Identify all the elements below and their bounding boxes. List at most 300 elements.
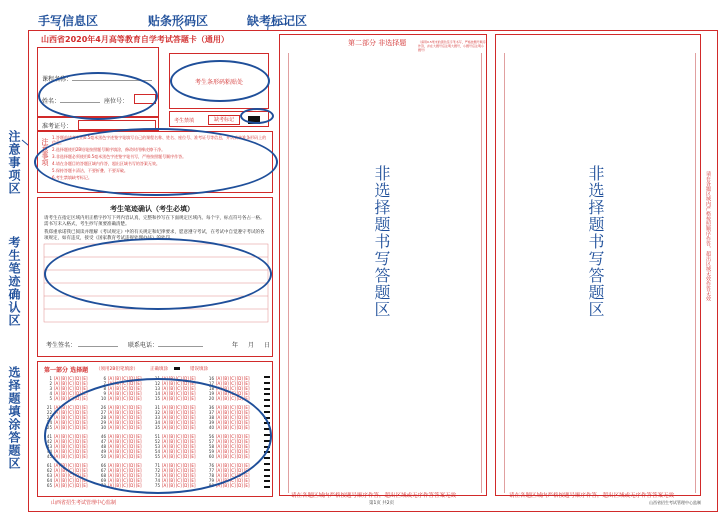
mc-option-bubble[interactable]: [B] bbox=[60, 415, 67, 420]
mc-option-bubble[interactable]: [E] bbox=[189, 483, 196, 488]
mc-option-bubble[interactable]: [B] bbox=[60, 468, 67, 473]
mc-option-bubble[interactable]: [C] bbox=[67, 468, 74, 473]
mc-option-bubble[interactable]: [D] bbox=[74, 478, 81, 483]
mc-option-bubble[interactable]: [C] bbox=[175, 420, 182, 425]
mc-option-bubble[interactable]: [D] bbox=[182, 439, 189, 444]
mc-option-bubble[interactable]: [E] bbox=[243, 391, 250, 396]
mc-option-bubble[interactable]: [A] bbox=[162, 468, 168, 473]
mc-option-bubble[interactable]: [D] bbox=[182, 415, 189, 420]
mc-option-bubble[interactable]: [C] bbox=[229, 420, 236, 425]
mc-option-bubble[interactable]: [A] bbox=[162, 483, 168, 488]
mc-option-bubble[interactable]: [A] bbox=[108, 381, 114, 386]
mc-option-bubble[interactable]: [A] bbox=[108, 405, 114, 410]
mc-option-bubble[interactable]: [E] bbox=[135, 396, 142, 401]
mc-option-bubble[interactable]: [B] bbox=[222, 405, 229, 410]
mc-option-bubble[interactable]: [C] bbox=[175, 454, 182, 459]
mc-option-bubble[interactable]: [C] bbox=[229, 434, 236, 439]
mc-option-bubble[interactable]: [C] bbox=[67, 405, 74, 410]
mc-option-bubble[interactable]: [D] bbox=[74, 396, 81, 401]
mc-option-bubble[interactable]: [A] bbox=[216, 386, 222, 391]
mc-option-bubble[interactable]: [D] bbox=[182, 391, 189, 396]
mc-option-bubble[interactable]: [D] bbox=[182, 376, 189, 381]
mc-option-bubble[interactable]: [E] bbox=[135, 425, 142, 430]
mc-option-bubble[interactable]: [B] bbox=[222, 396, 229, 401]
mc-option-bubble[interactable]: [C] bbox=[175, 449, 182, 454]
mc-option-bubble[interactable]: [C] bbox=[229, 396, 236, 401]
mc-option-bubble[interactable]: [D] bbox=[74, 449, 81, 454]
mc-option-bubble[interactable]: [A] bbox=[162, 454, 168, 459]
mc-option-bubble[interactable]: [D] bbox=[128, 405, 135, 410]
mc-option-bubble[interactable]: [B] bbox=[168, 405, 175, 410]
mc-option-bubble[interactable]: [B] bbox=[222, 410, 229, 415]
mc-option-bubble[interactable]: [E] bbox=[135, 386, 142, 391]
mc-option-bubble[interactable]: [E] bbox=[189, 444, 196, 449]
mc-option-bubble[interactable]: [D] bbox=[74, 410, 81, 415]
mc-option-bubble[interactable]: [E] bbox=[243, 396, 250, 401]
mc-option-bubble[interactable]: [B] bbox=[222, 473, 229, 478]
mc-option-bubble[interactable]: [D] bbox=[128, 478, 135, 483]
mc-option-bubble[interactable]: [A] bbox=[108, 415, 114, 420]
mc-option-bubble[interactable]: [A] bbox=[216, 463, 222, 468]
mc-option-bubble[interactable]: [E] bbox=[243, 386, 250, 391]
mc-option-bubble[interactable]: [B] bbox=[222, 439, 229, 444]
mc-option-bubble[interactable]: [B] bbox=[168, 468, 175, 473]
mc-option-bubble[interactable]: [E] bbox=[189, 381, 196, 386]
mc-option-bubble[interactable]: [D] bbox=[128, 425, 135, 430]
mc-option-bubble[interactable]: [B] bbox=[60, 478, 67, 483]
mc-option-bubble[interactable]: [C] bbox=[67, 420, 74, 425]
mc-option-bubble[interactable]: [A] bbox=[54, 444, 60, 449]
mc-option-bubble[interactable]: [B] bbox=[114, 376, 121, 381]
mc-option-bubble[interactable]: [C] bbox=[229, 444, 236, 449]
mc-option-bubble[interactable]: [D] bbox=[74, 386, 81, 391]
mc-option-bubble[interactable]: [A] bbox=[54, 449, 60, 454]
mc-option-bubble[interactable]: [D] bbox=[236, 386, 243, 391]
mc-option-bubble[interactable]: [A] bbox=[216, 454, 222, 459]
mc-option-bubble[interactable]: [C] bbox=[175, 391, 182, 396]
mc-option-bubble[interactable]: [A] bbox=[54, 420, 60, 425]
mc-option-bubble[interactable]: [E] bbox=[243, 405, 250, 410]
mc-option-bubble[interactable]: [A] bbox=[162, 396, 168, 401]
mc-option-bubble[interactable]: [E] bbox=[81, 473, 88, 478]
mc-option-bubble[interactable]: [B] bbox=[114, 454, 121, 459]
mc-option-bubble[interactable]: [C] bbox=[175, 463, 182, 468]
mc-option-bubble[interactable]: [B] bbox=[114, 468, 121, 473]
mc-option-bubble[interactable]: [B] bbox=[222, 381, 229, 386]
mc-option-bubble[interactable]: [A] bbox=[108, 376, 114, 381]
mc-option-bubble[interactable]: [A] bbox=[216, 415, 222, 420]
mc-option-bubble[interactable]: [E] bbox=[135, 449, 142, 454]
mc-option-bubble[interactable]: [A] bbox=[216, 381, 222, 386]
mc-option-bubble[interactable]: [D] bbox=[236, 463, 243, 468]
mc-option-bubble[interactable]: [B] bbox=[168, 415, 175, 420]
mc-option-bubble[interactable]: [C] bbox=[121, 376, 128, 381]
mc-option-bubble[interactable]: [B] bbox=[114, 405, 121, 410]
mc-option-bubble[interactable]: [B] bbox=[222, 425, 229, 430]
mc-option-bubble[interactable]: [D] bbox=[182, 463, 189, 468]
mc-option-bubble[interactable]: [D] bbox=[74, 463, 81, 468]
mc-option-bubble[interactable]: [C] bbox=[175, 444, 182, 449]
mc-option-bubble[interactable]: [D] bbox=[74, 405, 81, 410]
mc-option-bubble[interactable]: [C] bbox=[121, 420, 128, 425]
mc-option-bubble[interactable]: [D] bbox=[128, 420, 135, 425]
mc-option-bubble[interactable]: [A] bbox=[216, 449, 222, 454]
mc-option-bubble[interactable]: [E] bbox=[81, 405, 88, 410]
mc-option-bubble[interactable]: [B] bbox=[60, 405, 67, 410]
mc-option-bubble[interactable]: [B] bbox=[168, 396, 175, 401]
mc-option-bubble[interactable]: [A] bbox=[108, 468, 114, 473]
mc-option-bubble[interactable]: [C] bbox=[121, 396, 128, 401]
mc-option-bubble[interactable]: [D] bbox=[128, 415, 135, 420]
mc-option-bubble[interactable]: [C] bbox=[121, 434, 128, 439]
mc-option-bubble[interactable]: [B] bbox=[60, 439, 67, 444]
mc-option-bubble[interactable]: [E] bbox=[135, 420, 142, 425]
mc-option-bubble[interactable]: [A] bbox=[108, 483, 114, 488]
mc-option-bubble[interactable]: [D] bbox=[74, 376, 81, 381]
mc-option-bubble[interactable]: [C] bbox=[175, 478, 182, 483]
mc-option-bubble[interactable]: [B] bbox=[222, 376, 229, 381]
mc-option-bubble[interactable]: [D] bbox=[236, 425, 243, 430]
mc-option-bubble[interactable]: [E] bbox=[81, 415, 88, 420]
mc-option-bubble[interactable]: [C] bbox=[175, 468, 182, 473]
mc-option-bubble[interactable]: [B] bbox=[222, 415, 229, 420]
mc-option-bubble[interactable]: [B] bbox=[114, 434, 121, 439]
mc-option-bubble[interactable]: [A] bbox=[54, 386, 60, 391]
mc-option-bubble[interactable]: [D] bbox=[236, 473, 243, 478]
mc-option-bubble[interactable]: [E] bbox=[81, 410, 88, 415]
mc-option-bubble[interactable]: [C] bbox=[67, 381, 74, 386]
mc-option-bubble[interactable]: [E] bbox=[81, 434, 88, 439]
mc-option-bubble[interactable]: [C] bbox=[121, 405, 128, 410]
mc-option-bubble[interactable]: [B] bbox=[222, 386, 229, 391]
mc-option-bubble[interactable]: [C] bbox=[229, 463, 236, 468]
mc-option-bubble[interactable]: [C] bbox=[121, 473, 128, 478]
mc-option-bubble[interactable]: [E] bbox=[135, 454, 142, 459]
mc-option-bubble[interactable]: [B] bbox=[60, 386, 67, 391]
mc-option-bubble[interactable]: [C] bbox=[121, 439, 128, 444]
mc-option-bubble[interactable]: [C] bbox=[229, 415, 236, 420]
mc-option-bubble[interactable]: [A] bbox=[108, 449, 114, 454]
mc-option-bubble[interactable]: [A] bbox=[54, 425, 60, 430]
mc-option-bubble[interactable]: [C] bbox=[175, 410, 182, 415]
mc-option-bubble[interactable]: [D] bbox=[128, 376, 135, 381]
mc-option-bubble[interactable]: [D] bbox=[128, 434, 135, 439]
mc-option-bubble[interactable]: [C] bbox=[67, 376, 74, 381]
mc-option-bubble[interactable]: [B] bbox=[168, 449, 175, 454]
mc-option-bubble[interactable]: [C] bbox=[175, 386, 182, 391]
mc-option-bubble[interactable]: [A] bbox=[216, 478, 222, 483]
mc-option-bubble[interactable]: [C] bbox=[229, 468, 236, 473]
mc-option-bubble[interactable]: [C] bbox=[121, 444, 128, 449]
mc-option-bubble[interactable]: [C] bbox=[121, 415, 128, 420]
mc-option-bubble[interactable]: [D] bbox=[236, 381, 243, 386]
mc-option-bubble[interactable]: [B] bbox=[168, 420, 175, 425]
mc-option-bubble[interactable]: [D] bbox=[128, 396, 135, 401]
mc-option-bubble[interactable]: [D] bbox=[74, 473, 81, 478]
mc-option-bubble[interactable]: [B] bbox=[222, 444, 229, 449]
mc-option-bubble[interactable]: [A] bbox=[54, 463, 60, 468]
mc-option-bubble[interactable]: [C] bbox=[175, 415, 182, 420]
mc-option-bubble[interactable]: [D] bbox=[182, 444, 189, 449]
mc-option-bubble[interactable]: [A] bbox=[216, 425, 222, 430]
mc-option-bubble[interactable]: [E] bbox=[243, 473, 250, 478]
mc-option-bubble[interactable]: [A] bbox=[54, 381, 60, 386]
mc-option-bubble[interactable]: [E] bbox=[189, 473, 196, 478]
mc-option-bubble[interactable]: [B] bbox=[114, 449, 121, 454]
mc-option-bubble[interactable]: [D] bbox=[182, 425, 189, 430]
mc-option-bubble[interactable]: [A] bbox=[216, 410, 222, 415]
mc-option-bubble[interactable]: [D] bbox=[236, 391, 243, 396]
mc-option-bubble[interactable]: [C] bbox=[229, 483, 236, 488]
mc-option-bubble[interactable]: [A] bbox=[54, 391, 60, 396]
mc-option-bubble[interactable]: [D] bbox=[128, 439, 135, 444]
mc-option-bubble[interactable]: [B] bbox=[114, 439, 121, 444]
mc-option-bubble[interactable]: [B] bbox=[168, 483, 175, 488]
mc-option-bubble[interactable]: [E] bbox=[135, 410, 142, 415]
mc-option-bubble[interactable]: [A] bbox=[216, 468, 222, 473]
mc-option-bubble[interactable]: [D] bbox=[182, 478, 189, 483]
mc-option-bubble[interactable]: [A] bbox=[162, 405, 168, 410]
mc-option-bubble[interactable]: [B] bbox=[222, 454, 229, 459]
mc-option-bubble[interactable]: [B] bbox=[60, 454, 67, 459]
essay-panel-1[interactable] bbox=[279, 34, 487, 496]
mc-option-bubble[interactable]: [B] bbox=[168, 439, 175, 444]
mc-option-bubble[interactable]: [C] bbox=[67, 386, 74, 391]
mc-option-bubble[interactable]: [B] bbox=[60, 449, 67, 454]
mc-option-bubble[interactable]: [E] bbox=[135, 381, 142, 386]
mc-option-bubble[interactable]: [E] bbox=[81, 478, 88, 483]
mc-option-bubble[interactable]: [D] bbox=[236, 396, 243, 401]
mc-option-bubble[interactable]: [D] bbox=[182, 381, 189, 386]
mc-option-bubble[interactable]: [A] bbox=[216, 439, 222, 444]
mc-option-bubble[interactable]: [C] bbox=[229, 391, 236, 396]
mc-option-bubble[interactable]: [C] bbox=[229, 386, 236, 391]
mc-option-bubble[interactable]: [A] bbox=[162, 478, 168, 483]
mc-option-bubble[interactable]: [E] bbox=[189, 468, 196, 473]
mc-option-bubble[interactable]: [E] bbox=[81, 439, 88, 444]
mc-option-bubble[interactable]: [D] bbox=[128, 410, 135, 415]
mc-option-bubble[interactable]: [B] bbox=[114, 420, 121, 425]
mc-option-bubble[interactable]: [C] bbox=[175, 396, 182, 401]
mc-option-bubble[interactable]: [D] bbox=[236, 405, 243, 410]
mc-option-bubble[interactable]: [B] bbox=[222, 483, 229, 488]
mc-option-bubble[interactable]: [E] bbox=[243, 463, 250, 468]
mc-option-bubble[interactable]: [C] bbox=[121, 425, 128, 430]
mc-option-bubble[interactable]: [E] bbox=[189, 478, 196, 483]
mc-option-bubble[interactable]: [B] bbox=[60, 420, 67, 425]
mc-option-bubble[interactable]: [D] bbox=[182, 410, 189, 415]
mc-option-bubble[interactable]: [E] bbox=[135, 405, 142, 410]
mc-option-bubble[interactable]: [E] bbox=[189, 439, 196, 444]
mc-option-bubble[interactable]: [D] bbox=[74, 415, 81, 420]
mc-option-bubble[interactable]: [A] bbox=[108, 478, 114, 483]
mc-option-bubble[interactable]: [C] bbox=[121, 449, 128, 454]
mc-option-bubble[interactable]: [B] bbox=[168, 463, 175, 468]
mc-option-bubble[interactable]: [D] bbox=[236, 449, 243, 454]
mc-option-bubble[interactable]: [B] bbox=[168, 386, 175, 391]
mc-option-bubble[interactable]: [D] bbox=[182, 420, 189, 425]
mc-option-bubble[interactable]: [A] bbox=[54, 483, 60, 488]
mc-option-bubble[interactable]: [B] bbox=[114, 473, 121, 478]
mc-option-bubble[interactable]: [A] bbox=[54, 376, 60, 381]
mc-option-bubble[interactable]: [C] bbox=[175, 405, 182, 410]
mc-option-bubble[interactable]: [E] bbox=[243, 444, 250, 449]
mc-option-bubble[interactable]: [C] bbox=[175, 439, 182, 444]
mc-option-bubble[interactable]: [E] bbox=[189, 425, 196, 430]
mc-option-bubble[interactable]: [B] bbox=[168, 381, 175, 386]
mc-option-bubble[interactable]: [D] bbox=[128, 444, 135, 449]
mc-option-bubble[interactable]: [A] bbox=[54, 405, 60, 410]
mc-option-bubble[interactable]: [A] bbox=[216, 376, 222, 381]
mc-option-bubble[interactable]: [B] bbox=[60, 410, 67, 415]
mc-option-bubble[interactable]: [B] bbox=[168, 425, 175, 430]
mc-option-bubble[interactable]: [B] bbox=[60, 425, 67, 430]
mc-option-bubble[interactable]: [E] bbox=[135, 434, 142, 439]
mc-option-bubble[interactable]: [D] bbox=[128, 386, 135, 391]
mc-option-bubble[interactable]: [E] bbox=[135, 415, 142, 420]
mc-option-bubble[interactable]: [B] bbox=[114, 381, 121, 386]
mc-option-bubble[interactable]: [C] bbox=[121, 468, 128, 473]
mc-option-bubble[interactable]: [D] bbox=[236, 454, 243, 459]
mc-option-bubble[interactable]: [A] bbox=[54, 439, 60, 444]
mc-option-bubble[interactable]: [C] bbox=[121, 463, 128, 468]
mc-option-bubble[interactable]: [D] bbox=[182, 454, 189, 459]
mc-option-bubble[interactable]: [D] bbox=[182, 386, 189, 391]
mc-option-bubble[interactable]: [B] bbox=[60, 434, 67, 439]
mc-option-bubble[interactable]: [D] bbox=[236, 415, 243, 420]
mc-option-bubble[interactable]: [C] bbox=[175, 376, 182, 381]
mc-option-bubble[interactable]: [D] bbox=[128, 381, 135, 386]
mc-option-bubble[interactable]: [D] bbox=[182, 473, 189, 478]
mc-option-bubble[interactable]: [C] bbox=[175, 425, 182, 430]
mc-option-bubble[interactable]: [A] bbox=[162, 420, 168, 425]
mc-option-bubble[interactable]: [E] bbox=[243, 420, 250, 425]
mc-option-bubble[interactable]: [E] bbox=[243, 478, 250, 483]
mc-option-bubble[interactable]: [A] bbox=[54, 415, 60, 420]
mc-option-bubble[interactable]: [B] bbox=[168, 478, 175, 483]
mc-option-bubble[interactable]: [C] bbox=[67, 439, 74, 444]
mc-option-bubble[interactable]: [C] bbox=[67, 391, 74, 396]
mc-option-bubble[interactable]: [A] bbox=[162, 434, 168, 439]
mc-option-bubble[interactable]: [A] bbox=[108, 454, 114, 459]
mc-option-bubble[interactable]: [E] bbox=[189, 376, 196, 381]
mc-option-bubble[interactable]: [B] bbox=[114, 410, 121, 415]
mc-option-bubble[interactable]: [D] bbox=[182, 405, 189, 410]
mc-option-bubble[interactable]: [E] bbox=[243, 439, 250, 444]
mc-option-bubble[interactable]: [A] bbox=[54, 454, 60, 459]
mc-option-bubble[interactable]: [B] bbox=[222, 468, 229, 473]
mc-option-bubble[interactable]: [C] bbox=[67, 396, 74, 401]
mc-option-bubble[interactable]: [D] bbox=[236, 376, 243, 381]
mc-option-bubble[interactable]: [A] bbox=[162, 415, 168, 420]
mc-option-bubble[interactable]: [C] bbox=[229, 381, 236, 386]
mc-option-bubble[interactable]: [C] bbox=[67, 410, 74, 415]
mc-option-bubble[interactable]: [E] bbox=[189, 405, 196, 410]
mc-option-bubble[interactable]: [B] bbox=[168, 391, 175, 396]
mc-option-bubble[interactable]: [A] bbox=[162, 381, 168, 386]
mc-option-bubble[interactable]: [C] bbox=[121, 386, 128, 391]
mc-option-bubble[interactable]: [D] bbox=[128, 391, 135, 396]
mc-option-bubble[interactable]: [D] bbox=[128, 449, 135, 454]
mc-option-bubble[interactable]: [E] bbox=[81, 463, 88, 468]
mc-option-bubble[interactable]: [A] bbox=[216, 434, 222, 439]
mc-option-bubble[interactable]: [D] bbox=[128, 468, 135, 473]
mc-option-bubble[interactable]: [A] bbox=[162, 449, 168, 454]
mc-option-bubble[interactable]: [E] bbox=[81, 391, 88, 396]
mc-option-bubble[interactable]: [A] bbox=[108, 463, 114, 468]
mc-option-bubble[interactable]: [C] bbox=[67, 473, 74, 478]
mc-option-bubble[interactable]: [E] bbox=[135, 468, 142, 473]
mc-option-bubble[interactable]: [C] bbox=[229, 410, 236, 415]
mc-option-bubble[interactable]: [A] bbox=[162, 463, 168, 468]
mc-option-bubble[interactable]: [C] bbox=[229, 439, 236, 444]
mc-option-bubble[interactable]: [D] bbox=[74, 444, 81, 449]
mc-option-bubble[interactable]: [B] bbox=[60, 376, 67, 381]
mc-option-bubble[interactable]: [B] bbox=[114, 478, 121, 483]
mc-option-bubble[interactable]: [E] bbox=[243, 468, 250, 473]
mc-option-bubble[interactable]: [D] bbox=[236, 483, 243, 488]
mc-option-bubble[interactable]: [E] bbox=[81, 444, 88, 449]
mc-option-bubble[interactable]: [B] bbox=[114, 463, 121, 468]
mc-option-bubble[interactable]: [C] bbox=[67, 463, 74, 468]
mc-option-bubble[interactable]: [B] bbox=[168, 434, 175, 439]
mc-option-bubble[interactable]: [D] bbox=[182, 468, 189, 473]
mc-option-bubble[interactable]: [D] bbox=[182, 434, 189, 439]
mc-option-bubble[interactable]: [D] bbox=[74, 425, 81, 430]
mc-option-bubble[interactable]: [D] bbox=[182, 396, 189, 401]
mc-option-bubble[interactable]: [B] bbox=[168, 473, 175, 478]
mc-option-bubble[interactable]: [C] bbox=[175, 381, 182, 386]
mc-option-bubble[interactable]: [E] bbox=[135, 483, 142, 488]
mc-option-bubble[interactable]: [E] bbox=[243, 415, 250, 420]
mc-option-bubble[interactable]: [C] bbox=[121, 483, 128, 488]
mc-option-bubble[interactable]: [A] bbox=[216, 420, 222, 425]
mc-option-bubble[interactable]: [D] bbox=[236, 420, 243, 425]
mc-option-bubble[interactable]: [E] bbox=[135, 391, 142, 396]
mc-option-bubble[interactable]: [B] bbox=[60, 381, 67, 386]
mc-option-bubble[interactable]: [C] bbox=[67, 478, 74, 483]
mc-option-bubble[interactable]: [E] bbox=[81, 420, 88, 425]
mc-option-bubble[interactable]: [A] bbox=[162, 386, 168, 391]
mc-option-bubble[interactable]: [E] bbox=[243, 410, 250, 415]
mc-option-bubble[interactable]: [E] bbox=[81, 381, 88, 386]
mc-option-bubble[interactable]: [A] bbox=[54, 434, 60, 439]
mc-option-bubble[interactable]: [B] bbox=[222, 434, 229, 439]
mc-option-bubble[interactable]: [E] bbox=[81, 449, 88, 454]
mc-option-bubble[interactable]: [B] bbox=[114, 425, 121, 430]
mc-option-bubble[interactable]: [C] bbox=[121, 381, 128, 386]
mc-option-bubble[interactable]: [A] bbox=[162, 444, 168, 449]
mc-option-bubble[interactable]: [C] bbox=[229, 376, 236, 381]
mc-option-bubble[interactable]: [B] bbox=[222, 420, 229, 425]
mc-option-bubble[interactable]: [C] bbox=[121, 410, 128, 415]
mc-option-bubble[interactable]: [E] bbox=[189, 391, 196, 396]
mc-option-bubble[interactable]: [A] bbox=[216, 483, 222, 488]
mc-option-bubble[interactable]: [B] bbox=[222, 391, 229, 396]
mc-option-bubble[interactable]: [C] bbox=[175, 473, 182, 478]
mc-option-bubble[interactable]: [D] bbox=[74, 483, 81, 488]
mc-option-bubble[interactable]: [A] bbox=[216, 391, 222, 396]
mc-option-bubble[interactable]: [A] bbox=[216, 405, 222, 410]
mc-option-bubble[interactable]: [D] bbox=[182, 449, 189, 454]
mc-option-bubble[interactable]: [E] bbox=[81, 468, 88, 473]
mc-option-bubble[interactable]: [B] bbox=[114, 386, 121, 391]
mc-option-bubble[interactable]: [E] bbox=[135, 439, 142, 444]
mc-option-bubble[interactable]: [E] bbox=[81, 376, 88, 381]
mc-option-bubble[interactable]: [A] bbox=[54, 473, 60, 478]
mc-option-bubble[interactable]: [A] bbox=[108, 420, 114, 425]
mc-option-bubble[interactable]: [E] bbox=[135, 473, 142, 478]
